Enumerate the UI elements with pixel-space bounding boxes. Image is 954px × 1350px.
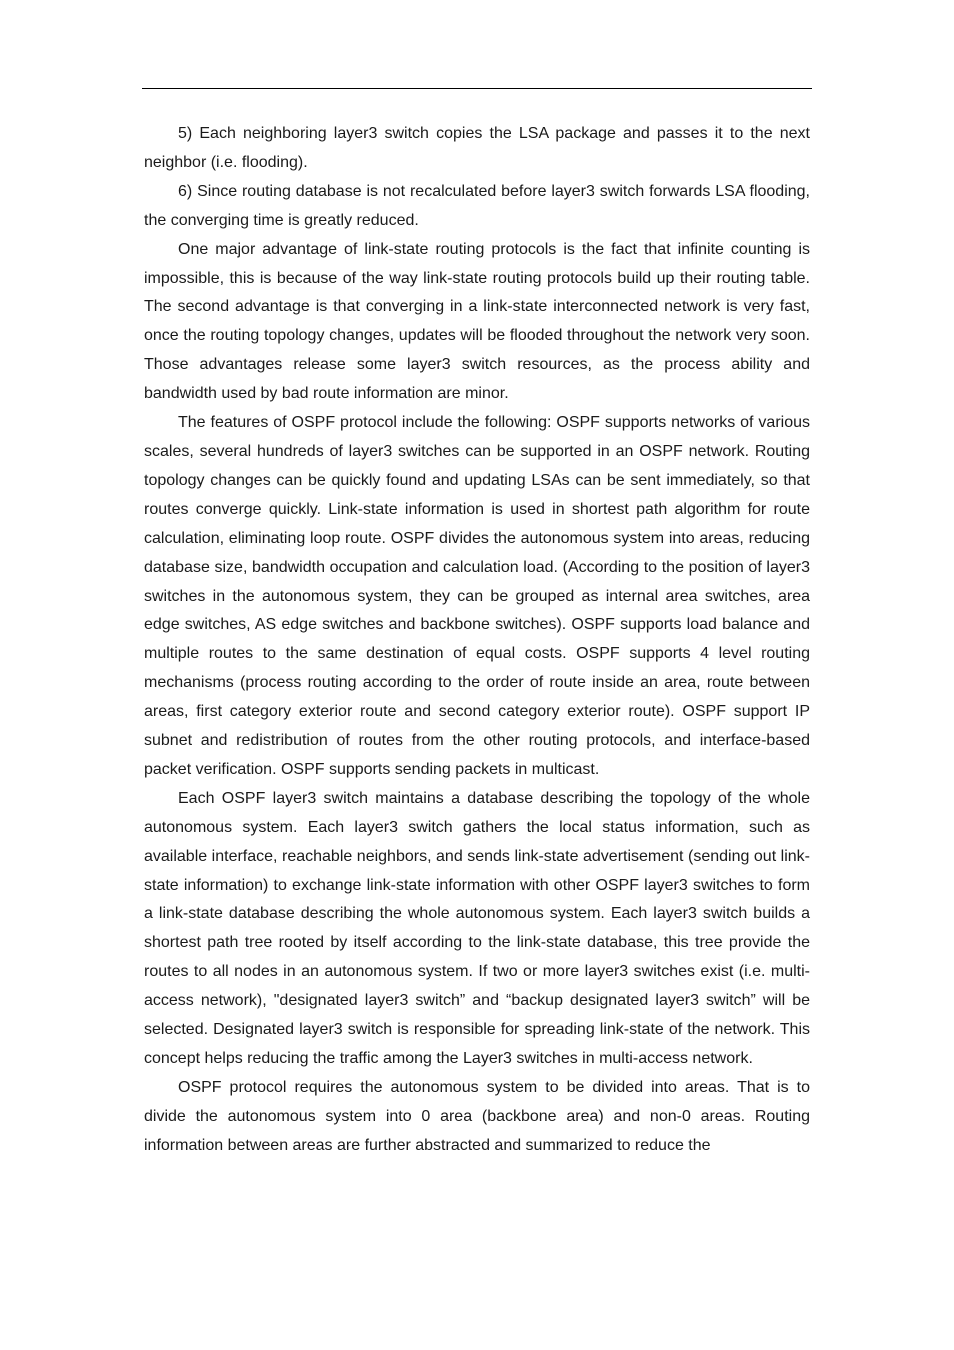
paragraph-ospf-features: The features of OSPF protocol include the following: OSPF supports networks of various scales, several hundreds of layer3 switches can be supported in an OSPF network. Routing topology changes can be quickly found and updating LSAs can be sent immediately, so that routes converge quickly. Link-state information is used in shortest path algorithm for route calculation, eliminating loop route. OSPF divides the autonomous system into areas, reducing database size, bandwidth occupation and calculation load. (According to the position of layer3 switches in the autonomous system, they can be grouped as internal area switches, area edge switches, AS edge switches and backbone switches). OSPF supports load balance and multiple routes to the same destination of equal costs. OSPF supports 4 level routing mechanisms (process routing according to the order of route inside an area, route between areas, first category exterior route and second category exterior route). OSPF support IP subnet and redistribution of routes from the other routing protocols, and interface-based packet verification. OSPF supports sending packets in multicast. <box>144 414 810 778</box>
paragraph-ospf-areas: OSPF protocol requires the autonomous system to be divided into areas. That is to divide the autonomous system into 0 area (backbone area) and non-0 areas. Routing information between areas are further abstracted and summarized to reduce the <box>144 1078 810 1154</box>
header-rule <box>142 88 812 89</box>
paragraph-lsa-flooding-step: 5) Each neighboring layer3 switch copies the LSA package and passes it to the next neighbor (i.e. flooding). <box>144 125 810 171</box>
paragraph-link-state-advantages: One major advantage of link-state routing protocols is the fact that infinite counting is impossible, this is because of the way link-state routing protocols build up their routing table. The second advantage is that converging in a link-state interconnected network is very fast, once the routing topology changes, updates will be flooded throughout the network very soon. Those advantages release some layer3 switch resources, as the process ability and bandwidth used by bad route information are minor. <box>144 240 810 403</box>
paragraph-converging-time-step: 6) Since routing database is not recalculated before layer3 switch forwards LSA flooding, the converging time is greatly reduced. <box>144 182 810 229</box>
document-body <box>144 120 810 1161</box>
paragraph-ospf-database: Each OSPF layer3 switch maintains a database describing the topology of the whole autonomous system. Each layer3 switch gathers the local status information, such as available interface, reachable neighbors, and sends link-state advertisement (sending out link-state information) to exchange link-state information with other OSPF layer3 switches to form a link-state database describing the whole autonomous system. Each layer3 switch builds a shortest path tree rooted by itself according to the link-state database, this tree provide the routes to all nodes in an autonomous system. If two or more layer3 switches exist (i.e. multi-access network), "designated layer3 switch” and “backup designated layer3 switch” will be selected. Designated layer3 switch is responsible for spreading link-state of the network. This concept helps reducing the traffic among the Layer3 switches in multi-access network. <box>144 789 810 1067</box>
